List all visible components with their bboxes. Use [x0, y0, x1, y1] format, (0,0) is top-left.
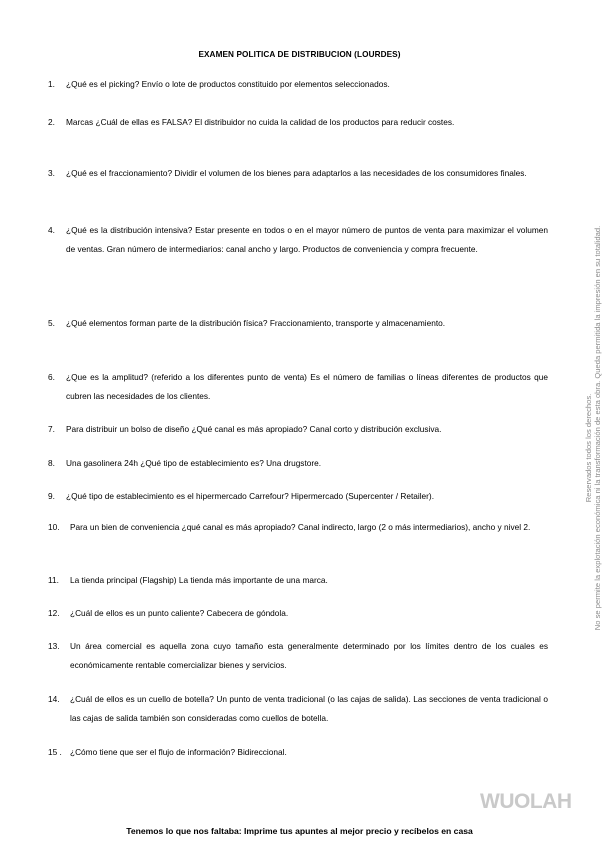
question-text: ¿Cuál de ellos es un cuello de botella? Un punto de venta tradicional (o las cajas de salida). Las secciones de venta tradicional o las cajas de salida también son consideradas como cuellos de botella. [70, 694, 548, 723]
question-text: ¿Qué tipo de establecimiento es el hipermercado Carrefour? Hipermercado (Supercenter / Retailer). [66, 491, 435, 501]
question-number: 6. [48, 372, 55, 382]
question-item [48, 75, 548, 94]
question-number: 1. [48, 79, 55, 89]
question-text: ¿Qué elementos forman parte de la distribución física? Fraccionamiento, transporte y almacenamiento. [66, 318, 446, 328]
question-number: 15 . [48, 747, 62, 757]
question-item [48, 637, 548, 674]
question-text: Un área comercial es aquella zona cuyo tamaño esta generalmente determinado por los límites dentro de los cuales es económicamente rentable comercializar bienes y servicios. [70, 641, 548, 670]
question-number: 9. [48, 491, 55, 501]
question-item [48, 368, 548, 405]
question-item [48, 221, 548, 258]
question-number: 10. [48, 522, 60, 532]
question-item [48, 113, 548, 132]
question-item [48, 164, 548, 183]
question-number: 5. [48, 318, 55, 328]
question-text: ¿Que es la amplitud? (referido a los diferentes punto de venta) Es el número de familias o líneas diferentes de productos que cubren las necesidades de los clientes. [66, 372, 548, 401]
question-item [48, 420, 548, 439]
question-number: 3. [48, 168, 55, 178]
question-number: 2. [48, 117, 55, 127]
question-text: ¿Qué es la distribución intensiva? Estar presente en todos o en el mayor número de puntos de venta para maximizar el volumen de ventas. Gran número de intermediarios: canal ancho y largo. Productos de conveniencia y compra frecuente. [66, 225, 548, 254]
question-item [48, 690, 548, 727]
rights-notice-line1: Reservados todos los derechos. [584, 393, 593, 503]
question-number: 4. [48, 225, 55, 235]
question-number: 13. [48, 641, 60, 651]
question-number: 11. [48, 575, 59, 585]
question-item [48, 604, 548, 623]
question-item [48, 571, 548, 590]
question-item [48, 487, 548, 506]
question-text: ¿Cuál de ellos es un punto caliente? Cabecera de góndola. [70, 608, 289, 618]
document-title: EXAMEN POLITICA DE DISTRIBUCION (LOURDES) [198, 50, 401, 59]
question-item [48, 518, 548, 537]
question-text: Marcas ¿Cuál de ellas es FALSA? El distribuidor no cuida la calidad de los productos para reducir costes. [66, 117, 455, 127]
question-text: Para distribuir un bolso de diseño ¿Qué canal es más apropiado? Canal corto y distribución exclusiva. [66, 424, 442, 434]
footer-banner[interactable]: Tenemos lo que nos faltaba: Imprime tus apuntes al mejor precio y recíbelos en casa [126, 826, 473, 836]
question-number: 12. [48, 608, 60, 618]
question-text: ¿Qué es el fraccionamiento? Dividir el volumen de los bienes para adaptarlos a las necesidades de los consumidores finales. [66, 168, 527, 178]
question-number: 14. [48, 694, 60, 704]
question-item [48, 314, 548, 333]
question-text: La tienda principal (Flagship) La tienda más importante de una marca. [70, 575, 328, 585]
rights-notice-line2: No se permite la explotación económica ni la transformación de esta obra. Queda permitida la impresión en su totalidad. [593, 225, 602, 631]
question-text: ¿Qué es el picking? Envío o lote de productos constituido por elementos seleccionados. [66, 79, 390, 89]
question-number: 8. [48, 458, 55, 468]
question-number: 7. [48, 424, 55, 434]
question-item [48, 454, 548, 473]
question-text: Una gasolinera 24h ¿Qué tipo de establecimiento es? Una drugstore. [66, 458, 322, 468]
question-text: Para un bien de conveniencia ¿qué canal es más apropiado? Canal indirecto, largo (2 o más intermediarios), ancho y nivel 2. [70, 522, 531, 532]
wuolah-logo: WUOLAH [480, 790, 572, 813]
question-text: ¿Cómo tiene que ser el flujo de información? Bidireccional. [70, 747, 287, 757]
question-item [48, 743, 548, 762]
rights-notice-svg [583, 198, 613, 658]
rights-notice [583, 198, 613, 658]
